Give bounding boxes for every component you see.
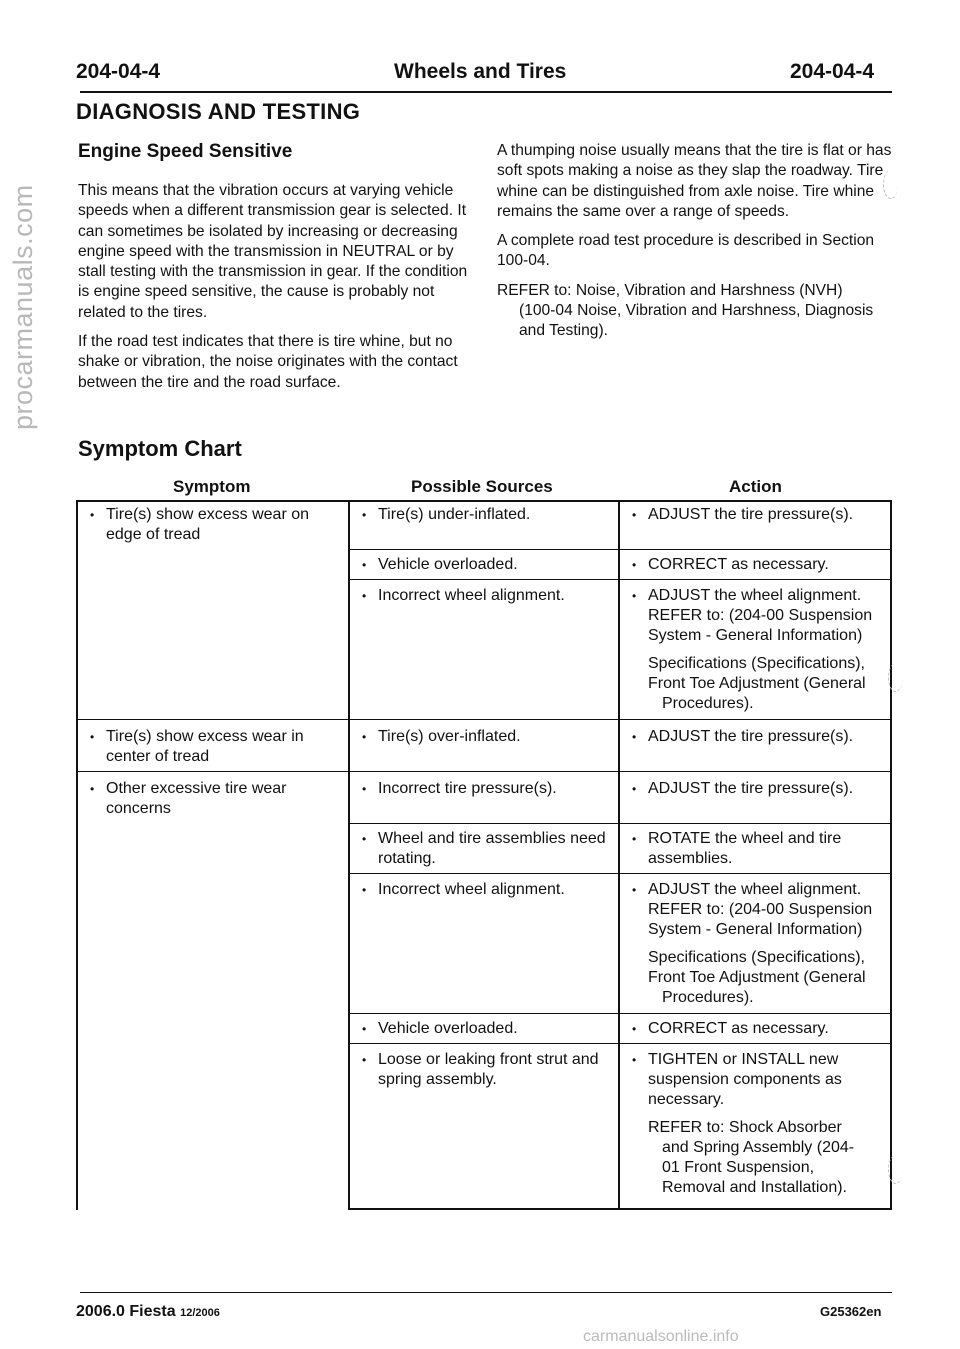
- action-cell-3: [622, 586, 888, 714]
- source-cell-2: [352, 555, 616, 575]
- source-cell-4: [352, 727, 616, 747]
- symptom-cell-2: [80, 727, 342, 767]
- engine-left-para-1: This means that the vibration occurs at varying vehicle speeds when a different transmission gear is selected. It can sometimes be isolated by increasing or decreasing engine speed with the transmission in NEUTRAL or by stall testing with the transmission in gear. If the condition is engine speed sensitive, the cause is probably not related to the tires.: [78, 182, 468, 321]
- action-text: • CORRECT as necessary.: [622, 555, 888, 575]
- source-text: • Vehicle overloaded.: [352, 555, 616, 575]
- source-text: • Incorrect wheel alignment.: [352, 880, 616, 900]
- action-refer: REFER to: (204-00 Suspension System - General Information): [648, 901, 873, 938]
- action-extra-2: Procedures).: [662, 695, 754, 712]
- refer-detail: (100-04 Noise, Vibration and Harshness, Diagnosis and Testing).: [519, 302, 874, 340]
- action-cell-7: [622, 880, 888, 1008]
- source-cell-6: [352, 829, 616, 869]
- action-text: • ADJUST the wheel alignment.: [622, 880, 888, 900]
- header-rule: [80, 91, 892, 93]
- table-row-rule: [348, 823, 892, 824]
- action-extra-2: Procedures).: [662, 989, 754, 1006]
- engine-left-column: [78, 181, 473, 402]
- footer-model: [76, 1303, 220, 1321]
- refer-line: REFER to: Noise, Vibration and Harshness (NVH): [497, 281, 843, 299]
- table-row-rule: [348, 579, 892, 580]
- col-head-sources: Possible Sources: [411, 477, 553, 496]
- source-text: • Vehicle overloaded.: [352, 1019, 616, 1039]
- action-refer: REFER to: Shock Absorber: [648, 1119, 842, 1136]
- engine-left-para-2: If the road test indicates that there is tire whine, but no shake or vibration, the noise originates with the contact between the tire and the road surface.: [78, 333, 458, 391]
- action-extra: Specifications (Specifications), Front Toe Adjustment (General: [648, 949, 866, 986]
- source-text: • Incorrect wheel alignment.: [352, 586, 616, 606]
- engine-heading: Engine Speed Sensitive: [78, 141, 293, 162]
- footer-model-name: 2006.0 Fiesta: [76, 1303, 176, 1320]
- action-text: • ADJUST the tire pressure(s).: [622, 505, 888, 525]
- scan-artifact: [888, 663, 903, 692]
- header-left-code: 204-04-4: [76, 60, 161, 83]
- source-cell-5: [352, 779, 616, 799]
- source-cell-7: [352, 880, 616, 900]
- engine-right-column: [497, 141, 892, 342]
- scan-artifact: [888, 1155, 903, 1184]
- header-title: Wheels and Tires: [394, 60, 567, 83]
- source-text: • Tire(s) over-inflated.: [352, 727, 616, 747]
- table-col-rule-1: [348, 500, 350, 1210]
- symptom-cell-1: [80, 505, 342, 545]
- table-col-rule-2: [618, 500, 620, 1210]
- source-text: • Tire(s) under-inflated.: [352, 505, 616, 525]
- symptom-text: • Tire(s) show excess wear in center of tread: [80, 727, 342, 767]
- action-text: • ADJUST the tire pressure(s).: [622, 727, 888, 747]
- action-text: • ADJUST the tire pressure(s).: [622, 779, 888, 799]
- source-cell-9: [352, 1050, 616, 1090]
- action-cell-9: [622, 1050, 888, 1198]
- action-cell-8: [622, 1019, 888, 1039]
- symptom-text: • Other excessive tire wear concerns: [80, 779, 342, 819]
- source-text: • Loose or leaking front strut and spring assembly.: [352, 1050, 616, 1090]
- col-head-action: Action: [729, 477, 782, 496]
- footer-code: G25362en: [820, 1304, 882, 1319]
- table-top-rule: [76, 500, 891, 502]
- footer-rule: [80, 1292, 892, 1293]
- bottom-watermark: carmanualsonline.info: [583, 1328, 739, 1345]
- engine-right-para-1: A thumping noise usually means that the tire is flat or has soft spots making a noise as they slap the roadway. Tire whine can be distinguished from axle noise. Tire whine remains the same over a range of speeds.: [497, 142, 892, 220]
- table-row-rule: [76, 771, 892, 772]
- action-cell-1: [622, 505, 888, 525]
- symptom-cell-3: [80, 779, 342, 819]
- source-text: • Incorrect tire pressure(s).: [352, 779, 616, 799]
- scan-artifact: [883, 170, 898, 199]
- source-cell-1: [352, 505, 616, 525]
- action-refer: REFER to: (204-00 Suspension System - General Information): [648, 607, 873, 644]
- table-row-rule: [76, 719, 892, 720]
- action-cell-5: [622, 779, 888, 799]
- symptom-text: • Tire(s) show excess wear on edge of tread: [80, 505, 342, 545]
- action-extra: and Spring Assembly (204-01 Front Suspension, Removal and Installation).: [662, 1139, 855, 1196]
- section-title: DIAGNOSIS AND TESTING: [76, 99, 361, 124]
- col-head-symptom: Symptom: [173, 477, 251, 496]
- table-row-rule: [348, 1013, 892, 1014]
- side-watermark: procarmanuals.com: [8, 184, 38, 430]
- action-text: • ADJUST the wheel alignment.: [622, 586, 888, 606]
- symptom-chart-heading: Symptom Chart: [78, 436, 242, 461]
- action-cell-2: [622, 555, 888, 575]
- table-right-rule: [890, 500, 892, 1210]
- action-text: • ROTATE the wheel and tire assemblies.: [622, 829, 888, 869]
- table-left-rule: [76, 500, 78, 1210]
- engine-right-para-2: A complete road test procedure is described in Section 100-04.: [497, 232, 875, 270]
- source-cell-8: [352, 1019, 616, 1039]
- table-row-rule: [348, 549, 892, 550]
- source-text: • Wheel and tire assemblies need rotating.: [352, 829, 616, 869]
- action-text: • TIGHTEN or INSTALL new suspension components as necessary.: [622, 1050, 888, 1110]
- action-cell-6: [622, 829, 888, 869]
- header-right-code: 204-04-4: [790, 60, 875, 83]
- table-row-rule: [348, 1043, 892, 1044]
- action-extra: Specifications (Specifications), Front Toe Adjustment (General: [648, 655, 866, 692]
- footer-date: 12/2006: [180, 1307, 220, 1319]
- table-row-rule: [348, 873, 892, 874]
- action-cell-4: [622, 727, 888, 747]
- action-text: • CORRECT as necessary.: [622, 1019, 888, 1039]
- table-bottom-rule: [348, 1208, 892, 1210]
- source-cell-3: [352, 586, 616, 606]
